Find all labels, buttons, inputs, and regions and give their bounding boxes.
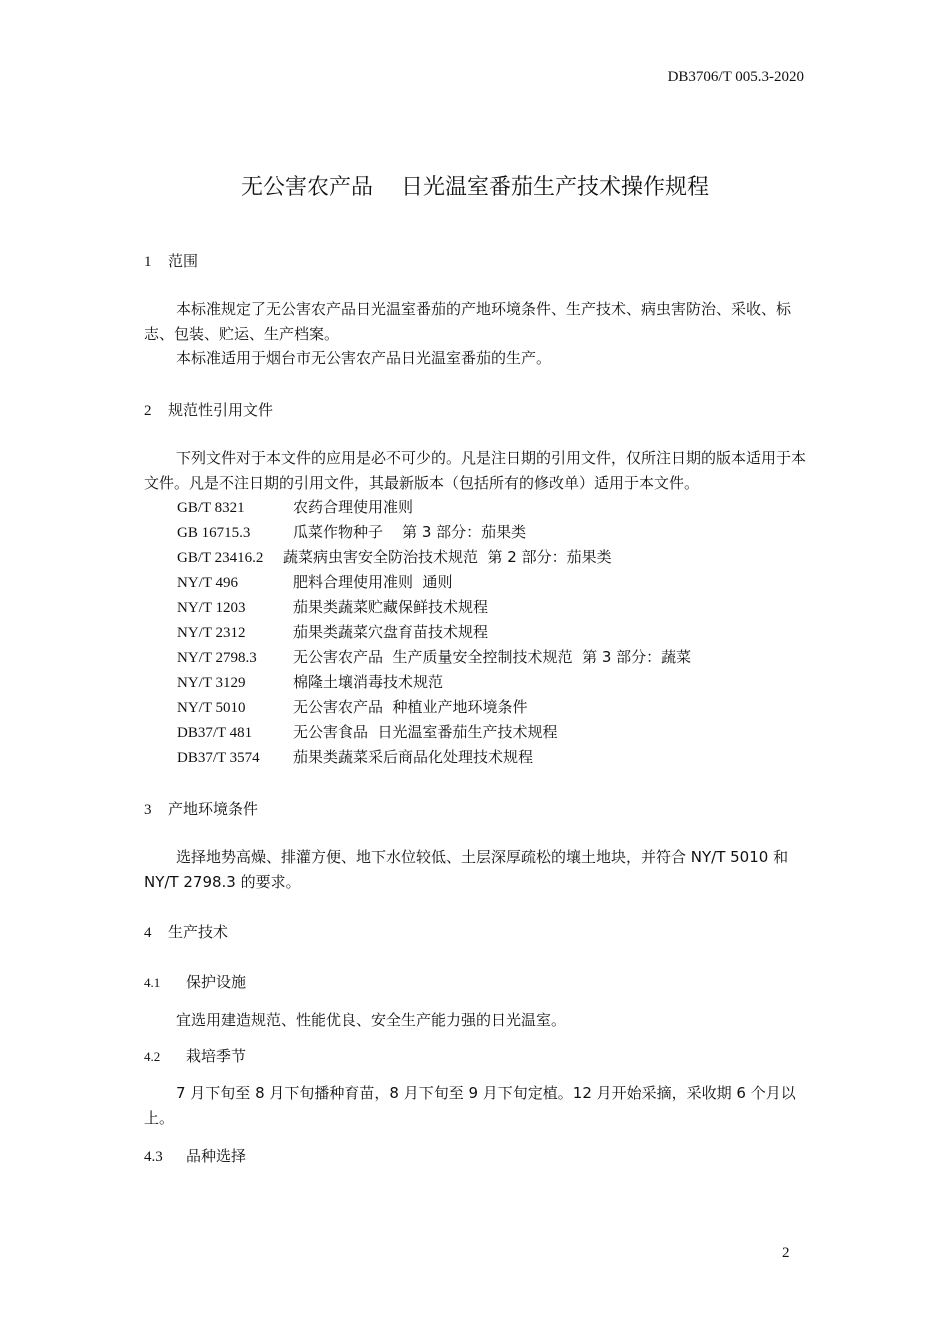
section-1-para-1: 本标准规定了无公害农产品日光温室番茄的产地环境条件、生产技术、病虫害防治、采收、标志、包装、贮运、生产档案。 (144, 300, 792, 343)
reference-item (177, 496, 413, 517)
reference-item (177, 571, 453, 592)
section-number: 1 (144, 254, 152, 270)
section-2-intro: 下列文件对于本文件的应用是必不可少的。凡是注日期的引用文件，仅所注日期的版本适用于本文件。凡是不注日期的引用文件，其最新版本（包括所有的修改单）适用于本文件。 (144, 449, 807, 492)
section-2-heading (144, 399, 273, 420)
reference-code: NY/T 496 (177, 575, 238, 591)
reference-code: NY/T 1203 (177, 600, 246, 616)
reference-code: NY/T 5010 (177, 700, 246, 716)
section-3-heading (144, 798, 258, 819)
reference-item (177, 696, 528, 717)
reference-title: 茄果类蔬菜穴盘育苗技术规程 (293, 623, 489, 641)
reference-title: 茄果类蔬菜采后商品化处理技术规程 (293, 748, 534, 766)
section-1-heading (144, 250, 198, 271)
section-3-para-1: 选择地势高燥、排灌方便、地下水位较低、土层深厚疏松的壤土地块，并符合 NY/T 5010 和 NY/T 2798.3 的要求。 (144, 848, 789, 891)
section-title: 产地环境条件 (168, 800, 259, 818)
subsection-4-1-para: 宜选用建造规范、性能优良、安全生产能力强的日光温室。 (176, 1011, 567, 1029)
section-number: 2 (144, 403, 152, 419)
reference-title: 无公害食品 日光温室番茄生产技术规程 (293, 723, 558, 741)
document-code: DB3706/T 005.3-2020 (667, 69, 804, 85)
reference-item (177, 721, 558, 742)
reference-item (177, 546, 612, 567)
reference-code: DB37/T 3574 (177, 750, 260, 766)
reference-code: GB 16715.3 (177, 525, 251, 541)
section-title: 规范性引用文件 (168, 401, 274, 419)
subsection-title: 栽培季节 (186, 1047, 247, 1065)
reference-title: 无公害农产品 生产质量安全控制技术规范 第 3 部分：蔬菜 (293, 648, 692, 666)
reference-title: 瓜菜作物种子 第 3 部分：茄果类 (293, 523, 527, 541)
reference-code: DB37/T 481 (177, 725, 253, 741)
reference-item (177, 521, 526, 542)
subsection-number: 4.2 (144, 1049, 161, 1064)
reference-title: 肥料合理使用准则 通则 (293, 573, 453, 591)
subsection-4-2-heading (144, 1045, 246, 1066)
reference-code: GB/T 8321 (177, 500, 245, 516)
reference-code: GB/T 23416.2 (177, 550, 264, 566)
reference-code: NY/T 2798.3 (177, 650, 257, 666)
section-number: 4 (144, 925, 152, 941)
subsection-number: 4.3 (144, 1149, 163, 1165)
section-4-heading (144, 921, 228, 942)
reference-title: 蔬菜病虫害安全防治技术规范 第 2 部分：茄果类 (283, 548, 612, 566)
section-number: 3 (144, 802, 152, 818)
reference-code: NY/T 2312 (177, 625, 246, 641)
reference-title: 棉隆土壤消毒技术规范 (293, 673, 444, 691)
subsection-4-1-heading (144, 971, 246, 992)
section-1-para-2: 本标准适用于烟台市无公害农产品日光温室番茄的生产。 (176, 349, 552, 367)
reference-item (177, 671, 443, 692)
reference-item (177, 596, 488, 617)
document-title: 无公害农产品 日光温室番茄生产技术操作规程 (241, 175, 709, 200)
subsection-4-2-para: 7 月下旬至 8 月下旬播种育苗，8 月下旬至 9 月下旬定植。12 月开始采摘，采收期 6 个月以上。 (144, 1084, 796, 1127)
subsection-title: 保护设施 (186, 973, 247, 991)
section-title: 范围 (168, 252, 199, 270)
section-title: 生产技术 (168, 923, 229, 941)
reference-title: 无公害农产品 种植业产地环境条件 (293, 698, 528, 716)
reference-item (177, 621, 488, 642)
subsection-title: 品种选择 (186, 1147, 247, 1165)
reference-code: NY/T 3129 (177, 675, 246, 691)
subsection-4-3-heading (144, 1145, 246, 1166)
reference-title: 茄果类蔬菜贮藏保鲜技术规程 (293, 598, 489, 616)
subsection-number: 4.1 (144, 975, 161, 990)
reference-item (177, 646, 691, 667)
reference-title: 农药合理使用准则 (293, 498, 414, 516)
page-number: 2 (782, 1245, 790, 1261)
reference-item (177, 746, 533, 767)
